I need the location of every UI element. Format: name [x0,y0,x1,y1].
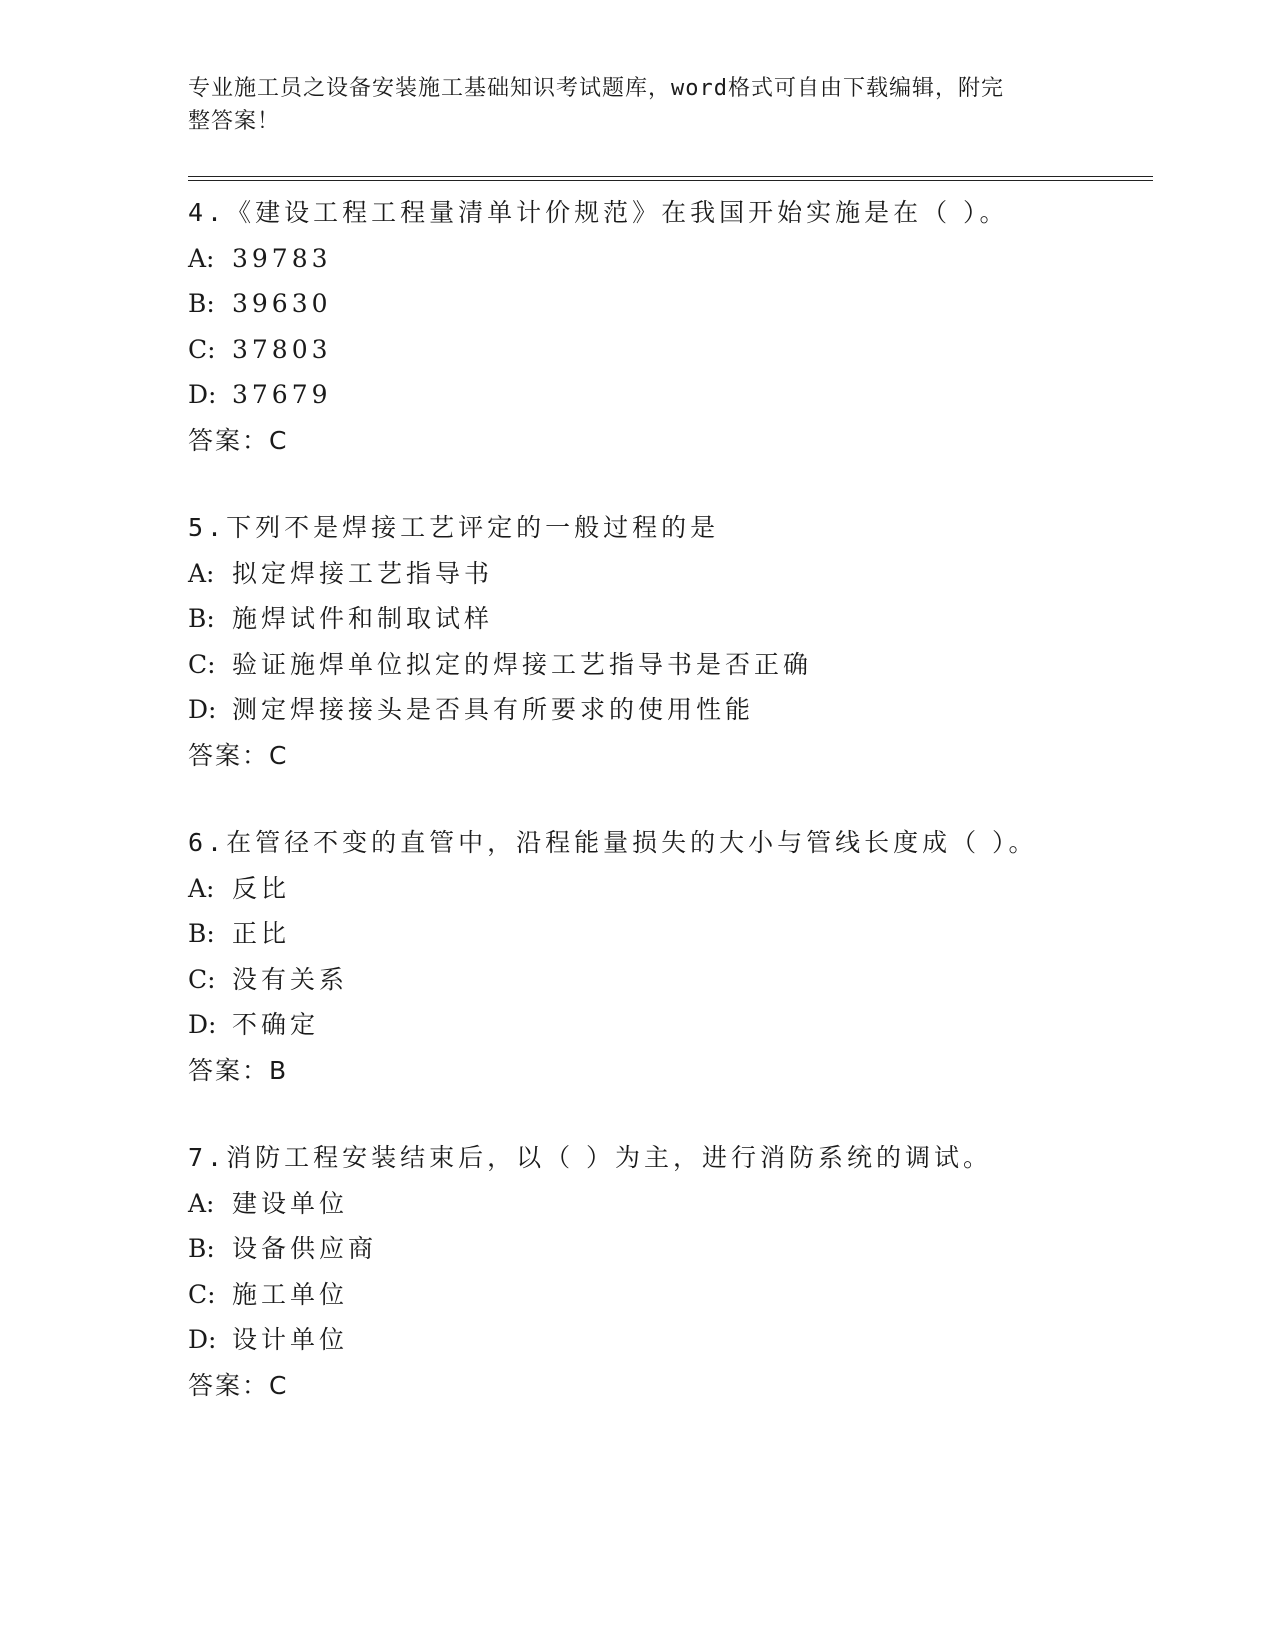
question-stem [188,505,1153,551]
option-letter: C: [188,334,216,364]
option-letter: B: [188,604,215,633]
option-text: 反比 [232,873,291,903]
option-letter: D: [188,1010,217,1039]
option-text: 39630 [232,289,332,318]
option-b [188,596,1153,642]
option-a [188,236,1153,282]
option-a [188,551,1153,597]
option-text: 没有关系 [232,964,349,994]
option-letter: A: [188,558,215,588]
question-6 [188,820,1153,1093]
option-b [188,1226,1153,1272]
option-letter: B: [188,1234,215,1263]
option-c [188,957,1153,1003]
option-c [188,327,1153,373]
header-title-line-1: 专业施工员之设备安装施工基础知识考试题库，word格式可自由下载编辑，附完 [188,76,1004,101]
option-text: 建设单位 [232,1188,349,1218]
option-letter: B: [188,289,215,318]
question-text: 在管径不变的直管中，沿程能量损失的大小与管线长度成（ ）。 [226,828,1038,857]
option-text: 39783 [232,243,332,273]
question-5 [188,505,1153,778]
question-number: 6. [188,828,227,857]
question-text: 消防工程安装结束后，以（ ）为主，进行消防系统的调试。 [226,1143,993,1172]
option-letter: A: [188,243,215,273]
option-d [188,1317,1153,1363]
option-letter: D: [188,1325,217,1354]
answer-line: 答案：C [188,425,289,455]
option-letter: D: [188,695,217,724]
option-letter: A: [188,873,215,903]
option-b [188,281,1153,327]
header-title-line-2: 整答案！ [188,109,281,134]
option-text: 施焊试件和制取试样 [232,604,494,633]
question-stem [188,190,1153,236]
option-c [188,642,1153,688]
option-text: 施工单位 [232,1279,349,1309]
question-list [188,190,1153,1450]
option-c [188,1272,1153,1318]
option-text: 设备供应商 [232,1234,378,1263]
question-text: 下列不是焊接工艺评定的一般过程的是 [226,513,720,542]
option-d [188,687,1153,733]
question-number: 5. [188,513,227,542]
option-b [188,911,1153,957]
option-text: 验证施焊单位拟定的焊接工艺指导书是否正确 [232,649,813,679]
question-stem [188,1135,1153,1181]
option-text: 测定焊接接头是否具有所要求的使用性能 [232,695,755,724]
answer-line: 答案：C [188,740,289,770]
option-text: 拟定焊接工艺指导书 [232,558,494,588]
answer-line: 答案：C [188,1370,289,1400]
question-4 [188,190,1153,463]
document-header [188,72,1088,138]
option-a [188,1181,1153,1227]
option-letter: A: [188,1188,215,1218]
question-number: 4. [188,198,227,227]
option-letter: B: [188,919,215,948]
option-d [188,1002,1153,1048]
option-text: 正比 [232,919,291,948]
question-stem [188,820,1153,866]
option-text: 37679 [232,380,332,409]
option-text: 37803 [232,334,332,364]
header-double-rule [188,176,1153,181]
option-letter: C: [188,964,216,994]
option-text: 不确定 [232,1010,320,1039]
option-letter: C: [188,1279,216,1309]
option-letter: D: [188,380,217,409]
question-number: 7. [188,1143,227,1172]
question-text: 《建设工程工程量清单计价规范》在我国开始实施是在（ ）。 [226,198,1009,227]
question-7 [188,1135,1153,1408]
option-d [188,372,1153,418]
option-text: 设计单位 [232,1325,349,1354]
answer-line: 答案：B [188,1055,289,1085]
option-a [188,866,1153,912]
option-letter: C: [188,649,216,679]
